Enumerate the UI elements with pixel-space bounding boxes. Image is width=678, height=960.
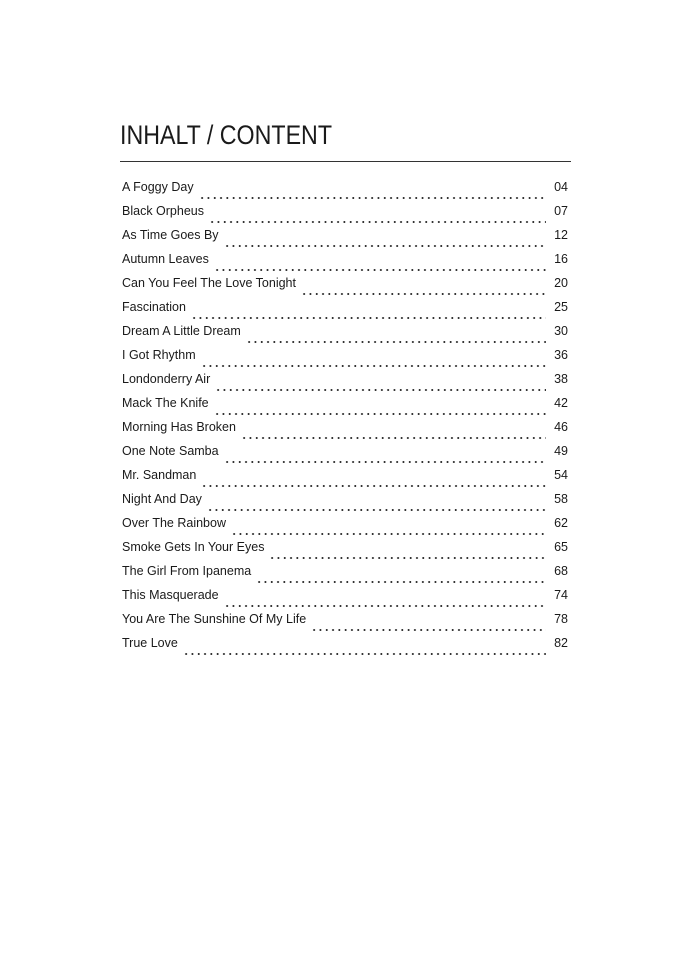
dot-leader bbox=[191, 304, 546, 320]
toc-entry[interactable] bbox=[122, 324, 568, 348]
toc-entry-title: I Got Rhythm bbox=[122, 348, 196, 362]
toc-entry-title: Mack The Knife bbox=[122, 396, 209, 410]
toc-entry[interactable] bbox=[122, 468, 568, 492]
toc-entry[interactable] bbox=[122, 300, 568, 324]
toc-entry-page: 58 bbox=[554, 492, 568, 506]
toc-entry[interactable] bbox=[122, 612, 568, 636]
toc-entry[interactable] bbox=[122, 636, 568, 660]
toc-entry-title: Dream A Little Dream bbox=[122, 324, 241, 338]
dot-leader bbox=[183, 640, 546, 656]
toc-entry-page: 82 bbox=[554, 636, 568, 650]
dot-leader bbox=[207, 496, 546, 512]
toc-entry-page: 38 bbox=[554, 372, 568, 386]
toc-entry-title: Fascination bbox=[122, 300, 186, 314]
toc-entry-page: 16 bbox=[554, 252, 568, 266]
toc-entry[interactable] bbox=[122, 516, 568, 540]
toc-entry[interactable] bbox=[122, 228, 568, 252]
toc-entry-title: Over The Rainbow bbox=[122, 516, 226, 530]
toc-entry-title: Mr. Sandman bbox=[122, 468, 197, 482]
toc-entry-page: 04 bbox=[554, 180, 568, 194]
toc-entry[interactable] bbox=[122, 492, 568, 516]
dot-leader bbox=[231, 520, 546, 536]
toc-entry-title: A Foggy Day bbox=[122, 180, 194, 194]
dot-leader bbox=[256, 568, 546, 584]
toc-entry[interactable] bbox=[122, 276, 568, 300]
toc-entry[interactable] bbox=[122, 348, 568, 372]
toc-entry[interactable] bbox=[122, 396, 568, 420]
dot-leader bbox=[241, 424, 546, 440]
toc-entry[interactable] bbox=[122, 252, 568, 276]
toc-entry-page: 07 bbox=[554, 204, 568, 218]
dot-leader bbox=[199, 184, 546, 200]
title-divider bbox=[120, 161, 571, 162]
toc-entry-title: Can You Feel The Love Tonight bbox=[122, 276, 296, 290]
toc-entry-title: The Girl From Ipanema bbox=[122, 564, 252, 578]
toc-entry-page: 46 bbox=[554, 420, 568, 434]
toc-entry[interactable] bbox=[122, 180, 568, 204]
dot-leader bbox=[224, 232, 546, 248]
toc-entry-page: 74 bbox=[554, 588, 568, 602]
toc-entry-title: Autumn Leaves bbox=[122, 252, 209, 266]
toc-entry-title: This Masquerade bbox=[122, 588, 219, 602]
dot-leader bbox=[201, 472, 546, 488]
toc-entry-page: 42 bbox=[554, 396, 568, 410]
toc-entry[interactable] bbox=[122, 588, 568, 612]
toc-entry-title: Londonderry Air bbox=[122, 372, 211, 386]
toc-entry-page: 78 bbox=[554, 612, 568, 626]
dot-leader bbox=[214, 256, 546, 272]
toc-entry-title: You Are The Sunshine Of My Life bbox=[122, 612, 307, 626]
toc-entry-title: One Note Samba bbox=[122, 444, 219, 458]
toc-entry-page: 12 bbox=[554, 228, 568, 242]
dot-leader bbox=[311, 616, 546, 632]
dot-leader bbox=[224, 592, 546, 608]
toc-entry[interactable] bbox=[122, 564, 568, 588]
toc-entry-title: True Love bbox=[122, 636, 178, 650]
dot-leader bbox=[214, 400, 546, 416]
dot-leader bbox=[215, 376, 546, 392]
dot-leader bbox=[224, 448, 546, 464]
toc-entry-title: Black Orpheus bbox=[122, 204, 204, 218]
dot-leader bbox=[246, 328, 546, 344]
dot-leader bbox=[301, 280, 546, 296]
toc-entry-page: 36 bbox=[554, 348, 568, 362]
toc-entry-title: Night And Day bbox=[122, 492, 202, 506]
toc-entry[interactable] bbox=[122, 204, 568, 228]
toc-entry-page: 68 bbox=[554, 564, 568, 578]
toc-entry-page: 30 bbox=[554, 324, 568, 338]
toc-entry-page: 20 bbox=[554, 276, 568, 290]
page-title: INHALT / CONTENT bbox=[120, 120, 333, 150]
table-of-contents bbox=[122, 180, 568, 660]
dot-leader bbox=[209, 208, 546, 224]
toc-entry-title: Smoke Gets In Your Eyes bbox=[122, 540, 265, 554]
toc-entry-page: 54 bbox=[554, 468, 568, 482]
toc-entry-page: 49 bbox=[554, 444, 568, 458]
toc-entry[interactable] bbox=[122, 540, 568, 564]
toc-entry-title: Morning Has Broken bbox=[122, 420, 236, 434]
toc-entry[interactable] bbox=[122, 420, 568, 444]
toc-entry-title: As Time Goes By bbox=[122, 228, 219, 242]
toc-entry[interactable] bbox=[122, 372, 568, 396]
toc-entry-page: 65 bbox=[554, 540, 568, 554]
toc-entry[interactable] bbox=[122, 444, 568, 468]
toc-entry-page: 25 bbox=[554, 300, 568, 314]
toc-entry-page: 62 bbox=[554, 516, 568, 530]
dot-leader bbox=[269, 544, 546, 560]
dot-leader bbox=[201, 352, 546, 368]
